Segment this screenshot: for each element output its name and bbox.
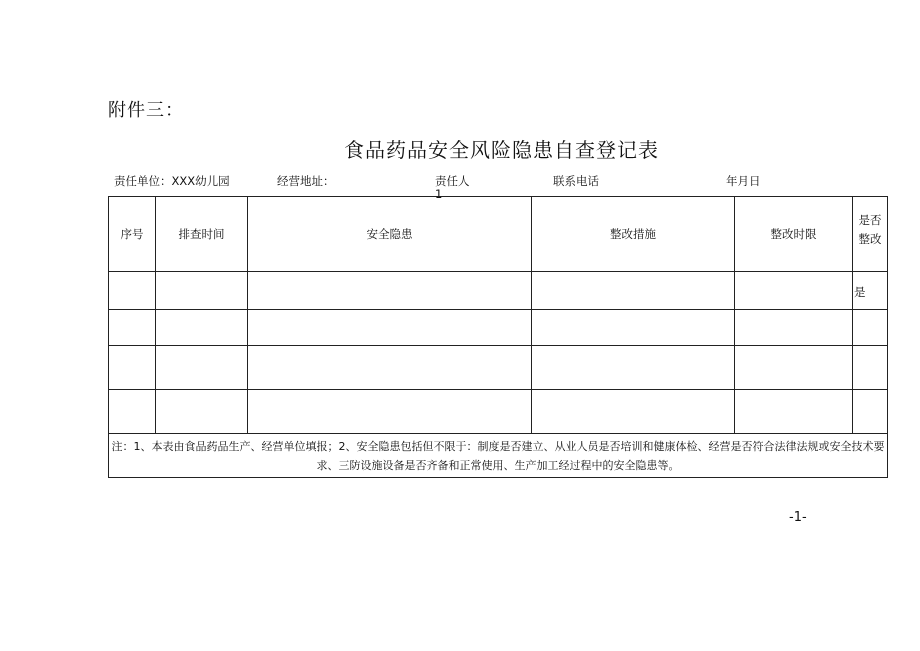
page-number: -1- [789,510,807,525]
table-cell [248,346,532,390]
table-row [109,310,888,346]
table-cell [853,346,888,390]
record-date: 年月日 [726,174,761,188]
table-header-row [109,197,888,272]
table-cell [248,310,532,346]
table-note: 注：1、本表由食品药品生产、经营单位填报；2、安全隐患包括但不限于：制度是否建立、从业人员是否培训和健康体检、经营是否符合法律法规或安全技术要求、三防设施设备是否齐备和正常使用、生产加工经过程中的安全隐患等。 [109,434,888,478]
table-row [109,272,888,310]
table-cell [853,390,888,434]
column-header-time: 排查时间 [156,197,248,272]
table-cell [248,390,532,434]
responsible-unit: 责任单位：XXX幼儿园 [114,174,230,188]
table-cell [109,390,156,434]
hazard-register-table [108,196,888,478]
table-cell [735,310,853,346]
table-cell [735,272,853,310]
table-cell [532,272,735,310]
column-header-hazard: 安全隐患 [248,197,532,272]
table-cell [156,272,248,310]
responsible-person: 责任人1 [435,174,470,201]
column-header-seq: 序号 [109,197,156,272]
table-cell [853,310,888,346]
table-note-row [109,434,888,478]
column-header-measure: 整改措施 [532,197,735,272]
table-cell [532,310,735,346]
contact-phone: 联系电话 [553,174,599,188]
table-cell [248,272,532,310]
page-title: 食品药品安全风险隐患自查登记表 [344,138,659,162]
table-cell [156,390,248,434]
column-header-deadline: 整改时限 [735,197,853,272]
business-address: 经营地址： [277,174,335,188]
table-cell [109,272,156,310]
table-cell [109,346,156,390]
table-cell [532,346,735,390]
table-row [109,390,888,434]
table-cell [735,346,853,390]
table-cell: 是 [853,272,888,310]
attachment-label: 附件三： [108,100,184,121]
table-row [109,346,888,390]
table-cell [109,310,156,346]
table-cell [156,346,248,390]
table-cell [156,310,248,346]
table-cell [532,390,735,434]
table-cell [735,390,853,434]
column-header-rectified: 是否整改 [853,197,888,272]
